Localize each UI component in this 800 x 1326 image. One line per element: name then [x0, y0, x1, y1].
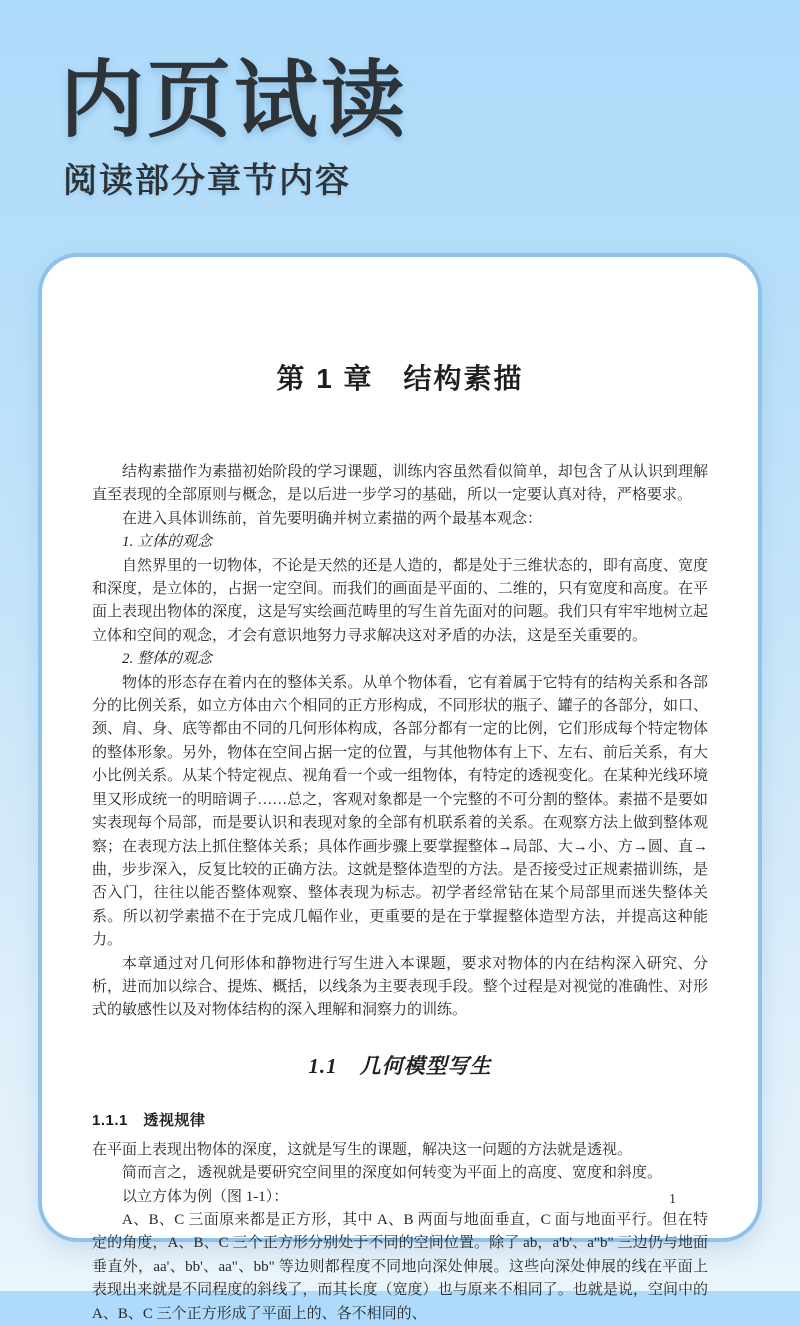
- chapter-title: 第 1 章 结构素描: [276, 363, 524, 394]
- body-paragraph: 在平面上表现出物体的深度，这就是写生的课题，解决这一问题的方法就是透视。: [92, 1141, 633, 1158]
- page-number: 1: [669, 1192, 676, 1207]
- body-paragraph: A、B、C 三面原来都是正方形，其中 A、B 两面与地面垂直，C 面与地面平行。但在特定的角度，A、B、C 三个正方形分别处于不同的空间位置。除了 ab，a'b'、a"b" 三边仍与地面垂直外，aa'、bb'、aa"、bb" 等边则都程度不同地向深处伸展。这些向深处伸展的线在平面上表现出来就是不同程度的斜线了，而其长度（宽度）也与原来不相同了。也就是说，空间中的 A、B、C 三个正方形成了平面上的、各不相同的、: [92, 1211, 708, 1322]
- body-paragraph: 简而言之，透视就是要研究空间里的深度如何转变为平面上的高度、宽度和斜度。: [122, 1165, 663, 1182]
- intro-paragraph: 在进入具体训练前，首先要明确并树立素描的两个最基本观念：: [122, 510, 543, 527]
- subsection-title: 1.1.1 透视规律: [92, 1111, 206, 1129]
- banner-header: [60, 53, 409, 201]
- body-paragraph: 以立方体为例（图 1-1）：: [122, 1188, 289, 1205]
- intro-paragraph: 本章通过对几何形体和静物进行写生进入本课题，要求对物体的内在结构深入研究、分析，进而加以综合、提炼、概括，以线条为主要表现手段。整个过程是对视觉的准确性、对形式的敏感性以及对物体结构的深入理解和洞察力的训练。: [92, 955, 708, 1019]
- book-page-card: [38, 253, 762, 1322]
- list-item-concept-whole: 2. 整体的观念: [122, 651, 213, 668]
- intro-paragraph: 自然界里的一切物体，不论是天然的还是人造的，都是处于三维状态的，即有高度、宽度和深度，是立体的，占据一定空间。而我们的画面是平面的、二维的，只有宽度和高度。在平面上表现出物体的深度，这是写实绘画范畴里的写生首先面对的问题。我们只有牢牢地树立起立体和空间的观念，才会有意识地努力寻求解决这对矛盾的办法，这是至关重要的。: [92, 557, 708, 644]
- intro-paragraph: 物体的形态存在着内在的整体关系。从单个物体看，它有着属于它特有的结构关系和各部分的比例关系，如立方体由六个相同的正方形构成，不同形状的瓶子、罐子的各部分，如口、颈、肩、身、底等都由不同的几何形体构成，各部分都有一定的比例，它们形成每个特定物体的整体形象。另外，物体在空间占据一定的位置，与其他物体有上下、左右、前后关系，有大小比例关系。从某个特定视点、视角看一个或一组物体，有特定的透视变化。在某种光线环境里又形成统一的明暗调子……总之，客观对象都是一个完整的不可分割的整体。素描不是要如实表现每个局部，而是要认识和表现对象的全部有机联系着的关系。在观察方法上做到整体观察；在表现方法上抓住整体关系；具体作画步骤上要掌握整体→局部、大→小、方→圆、直→曲，步步深入，反复比较的正确方法。这就是整体造型的方法。是否接受过正规素描训练，是否入门，往往以能否整体观察、整体表现为标志。初学者经常钻在某个局部里而迷失整体关系。所以初学素描不在于完成几幅作业，更重要的是在于掌握整体造型方法，并提高这种能力。: [92, 674, 708, 949]
- list-item-concept-solid: 1. 立体的观念: [122, 534, 213, 551]
- section-title: 1.1 几何模型写生: [308, 1053, 492, 1078]
- intro-paragraph: 结构素描作为素描初始阶段的学习课题，训练内容虽然看似简单，却包含了从认识到理解直至表现的全部原则与概念，是以后进一步学习的基础，所以一定要认真对待，严格要求。: [92, 464, 708, 504]
- page-subtitle: 阅读部分章节内容: [63, 162, 351, 201]
- page-title: 内页试读: [60, 53, 409, 147]
